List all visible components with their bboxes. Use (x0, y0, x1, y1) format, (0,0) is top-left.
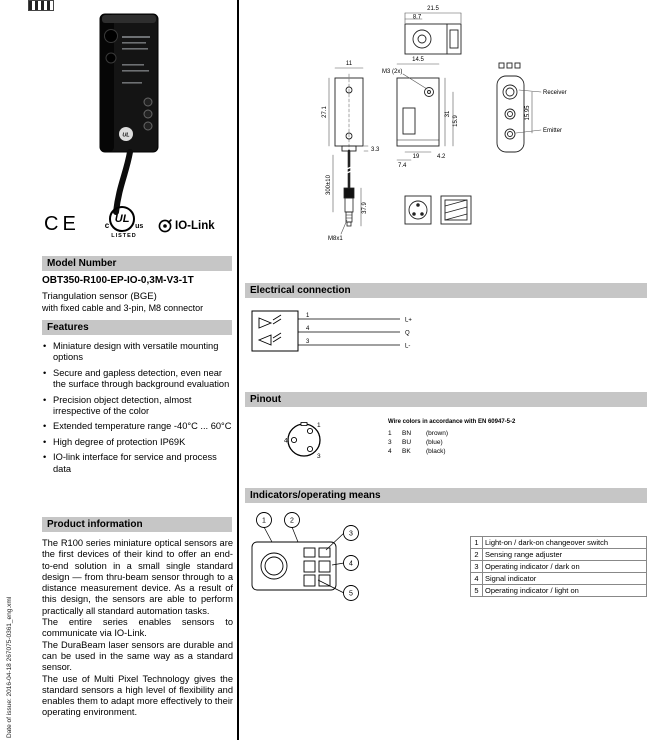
svg-text:UL: UL (122, 132, 130, 139)
feature-item: • Precision object detection, almost irrespective of the color (42, 395, 234, 418)
side-view (397, 78, 439, 146)
ul-us-label: us (135, 223, 144, 230)
indicators-diagram (248, 508, 423, 618)
dimension-drawing (245, 0, 651, 278)
indicator-led-icon (144, 98, 152, 106)
dim-label: 11 (345, 61, 353, 67)
optical-symbol-icon (259, 315, 281, 345)
wire-end-label: Q (405, 330, 410, 337)
indicator-number: 4 (471, 573, 483, 585)
wire-colors-note: Wire colors in accordance with EN 60947-5-2 (388, 419, 516, 425)
ul-circle-icon: UL (109, 206, 135, 232)
dim-label: 27.1 (322, 106, 328, 118)
column-divider (237, 0, 239, 740)
io-link-logo (158, 219, 215, 233)
section-header-indicators: Indicators/operating means (245, 488, 647, 503)
product-paragraph: The DuraBeam laser sensors are durable and can be used in the same way as a standard sensor. (42, 639, 233, 673)
wire-pin-label: 4 (306, 326, 310, 332)
dim-label: 21.5 (427, 6, 439, 12)
product-paragraph: The use of Multi Pixel Technology gives the standard sensors a high level of flexibility and enables them to adapt more effectively to their operating environment. (42, 673, 233, 718)
model-number: OBT350-R100-EP-IO-0,3M-V3-1T (42, 275, 194, 286)
dim-label: 15.9 (453, 115, 459, 127)
callout-number: 4 (349, 560, 353, 568)
feature-item: • High degree of protection IP69K (42, 437, 234, 448)
wire-color-row (388, 447, 568, 456)
dim-label: M8x1 (328, 236, 343, 242)
top-view (405, 24, 461, 54)
cable-and-connector (344, 151, 354, 226)
dim-label: 37.9 (362, 202, 368, 214)
wire-code: BN (402, 430, 412, 437)
feature-item: • Secure and gapless detection, even near the surface through background evaluation (42, 368, 234, 391)
dim-label: 14.5 (412, 57, 424, 63)
indicator-label: Operating indicator / dark on (483, 561, 647, 573)
wire-color-row (388, 429, 568, 438)
indicator-number: 2 (471, 549, 483, 561)
callout-number: 3 (349, 530, 353, 538)
wire-end-label: L- (405, 343, 411, 350)
dim-label: 300±10 (326, 175, 332, 195)
indicator-label: Sensing range adjuster (483, 549, 647, 561)
indicators-table (470, 536, 647, 597)
pin-label: 1 (317, 422, 321, 429)
model-description-1: Triangulation sensor (BGE) (42, 291, 157, 302)
pin-label: 4 (284, 437, 288, 445)
io-link-label: IO-Link (175, 220, 215, 232)
indicator-number: 3 (471, 561, 483, 573)
page-corner-artifact (28, 0, 54, 11)
pinout-connector-diagram (272, 412, 342, 468)
callout-number: 5 (349, 590, 353, 598)
clamp-view (441, 196, 471, 224)
product-paragraph: The entire series enables sensors to communicate via IO-Link. (42, 617, 233, 639)
callout-number: 1 (262, 517, 266, 525)
section-header-features: Features (42, 320, 232, 335)
dim-label: 8.7 (412, 14, 422, 21)
electrical-connection-diagram (250, 305, 480, 365)
product-photo (78, 6, 193, 218)
feature-item: • Extended temperature range -40°C ... 60°C (42, 421, 234, 432)
indicator-label: Signal indicator (483, 573, 647, 585)
wire-code: BU (402, 439, 412, 446)
section-header-product-information: Product information (42, 517, 232, 532)
wire-end-label: L+ (405, 317, 412, 324)
indicator-label: Light-on / dark-on changeover switch (483, 537, 647, 549)
features-list (42, 341, 234, 479)
wire-color-name: (black) (426, 448, 446, 455)
section-header-electrical-connection: Electrical connection (245, 283, 647, 298)
dim-label: 19 (412, 154, 420, 160)
wire-pin: 4 (388, 448, 392, 455)
section-header-model-number: Model Number (42, 256, 232, 271)
model-description-2: with fixed cable and 3-pin, M8 connector (42, 303, 204, 313)
wire-colors-legend (388, 419, 568, 456)
section-header-pinout: Pinout (245, 392, 647, 407)
table-row (471, 549, 647, 561)
cable (116, 152, 130, 212)
product-information-text (42, 538, 233, 719)
connector-face-view (405, 196, 431, 224)
dim-label: 31 (445, 110, 451, 118)
product-paragraph: The R100 series miniature optical sensors are the first devices of their kind to offer an end-to-end solution in a small single standard design — from thru-beam sensor through to a distance measurement device. As a result of this design, the sensors are able to perform practically all standard automation tasks. (42, 538, 233, 616)
optical-face-view (497, 63, 524, 152)
lens-icon (106, 53, 116, 63)
wire-pin: 3 (388, 439, 392, 446)
wire-pin-label: 1 (306, 313, 310, 319)
indicator-label: Operating indicator / light on (483, 585, 647, 597)
indicator-number: 5 (471, 585, 483, 597)
ce-mark: CE (44, 213, 80, 235)
ul-c-label: c (104, 221, 110, 230)
wire-color-row (388, 438, 568, 447)
issue-date-sidetext: Date of issue: 2016-04-18 267075-0361_eng.xml (6, 596, 13, 738)
front-view (335, 74, 363, 156)
table-row (471, 561, 647, 573)
wire-pin: 1 (388, 430, 392, 437)
dim-label: 3.3 (371, 147, 380, 153)
wire-code: BK (402, 448, 411, 455)
table-row (471, 585, 647, 597)
dim-label: 4.2 (437, 154, 446, 160)
dim-label: 7.4 (398, 163, 407, 169)
wires (298, 319, 400, 345)
pin-label: 3 (317, 453, 321, 460)
table-row (471, 537, 647, 549)
feature-item: • Miniature design with versatile mounting options (42, 341, 234, 364)
callout-number: 2 (290, 517, 294, 525)
callout-circles (257, 513, 359, 601)
ul-listed-label: LISTED (111, 233, 137, 239)
lens-icon (105, 30, 118, 43)
ul-listed-mark (103, 206, 145, 239)
wire-color-name: (brown) (426, 430, 449, 437)
indicator-led-icon (144, 122, 152, 130)
pin-4 (291, 437, 296, 442)
table-row (471, 573, 647, 585)
emitter-label: Emitter (543, 128, 563, 134)
pin-1 (307, 428, 312, 433)
pin-3 (307, 446, 312, 451)
io-link-icon (158, 219, 172, 233)
receiver-label: Receiver (543, 90, 567, 96)
indicator-number: 1 (471, 537, 483, 549)
dim-label: M3 (2x) (382, 69, 403, 75)
wire-pin-label: 3 (306, 339, 310, 345)
indicator-led-icon (144, 110, 152, 118)
dim-label: 15.95 (525, 105, 531, 121)
feature-item: • IO-link interface for service and process data (42, 452, 234, 475)
wire-color-name: (blue) (426, 439, 443, 446)
